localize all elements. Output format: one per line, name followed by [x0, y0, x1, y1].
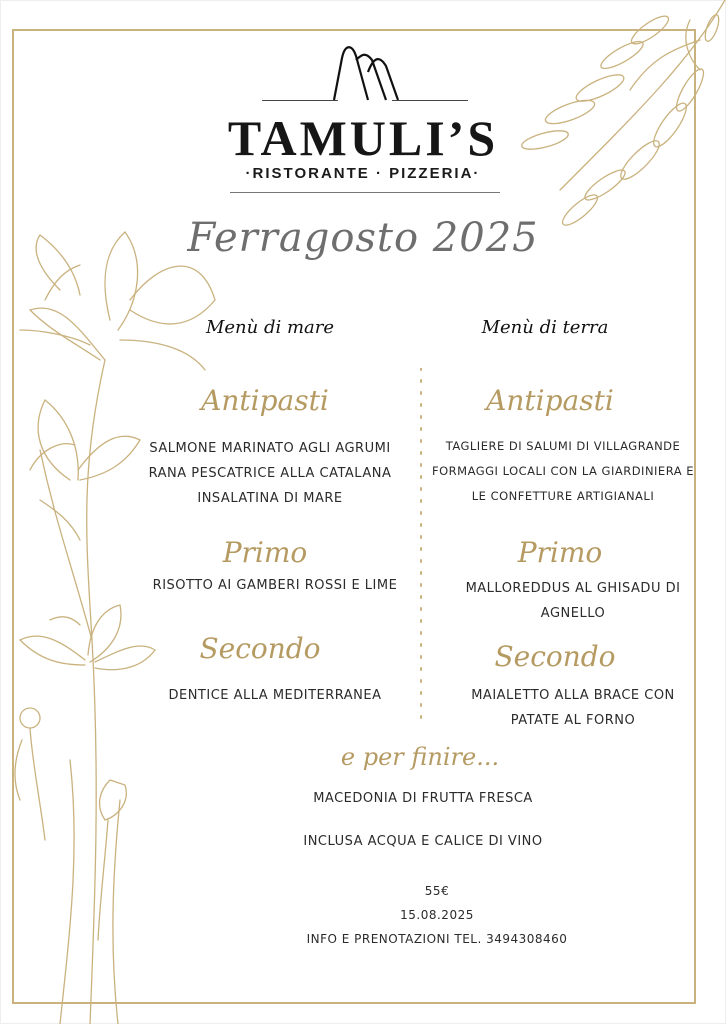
booking-info: INFO E PRENOTAZIONI TEL. 3494308460 [306, 932, 568, 946]
included-note: INCLUSA ACQUA E CALICE DI VINO [303, 834, 543, 849]
event-date: 15.08.2025 [400, 908, 474, 922]
list-item: RISOTTO AI GAMBERI ROSSI E LIME [152, 578, 398, 593]
list-item: TAGLIERE DI SALUMI DI VILLAGRANDE [445, 439, 681, 453]
terra-antipasti-list [420, 434, 706, 509]
event-title: Ferragosto 2025 [187, 215, 539, 261]
mare-antipasti-label: Antipasti [201, 384, 329, 417]
logo-rule-left [262, 100, 338, 101]
brand-underline [230, 192, 500, 193]
brand-name: TAMULI’S [227, 110, 499, 166]
terra-antipasti-label: Antipasti [486, 384, 614, 417]
list-item: LE CONFETTURE ARTIGIANALI [471, 489, 655, 503]
list-item: RANA PESCATRICE ALLA CATALANA [148, 466, 392, 481]
mare-secondo-list [110, 683, 440, 708]
menu-mare-heading: Menù di mare [205, 317, 335, 338]
dessert-item: MACEDONIA DI FRUTTA FRESCA [313, 791, 533, 806]
list-item: MALLOREDDUS AL GHISADU DI [465, 581, 681, 596]
logo-rule-right [392, 100, 468, 101]
mountain-logo-icon [0, 0, 726, 110]
list-item: INSALATINA DI MARE [197, 491, 343, 506]
mare-primo-list [110, 573, 440, 598]
mare-primo-label: Primo [222, 536, 308, 569]
list-item: SALMONE MARINATO AGLI AGRUMI [149, 441, 391, 456]
terra-primo-list [440, 576, 706, 626]
brand-subtitle: ·RISTORANTE · PIZZERIA· [245, 165, 481, 182]
finale-label: e per finire... [340, 743, 500, 771]
terra-secondo-list [440, 683, 706, 733]
terra-primo-label: Primo [517, 536, 603, 569]
mare-antipasti-list [110, 436, 430, 511]
menu-terra-heading: Menù di terra [481, 317, 609, 338]
list-item: AGNELLO [540, 606, 606, 621]
price: 55€ [424, 884, 450, 898]
list-item: MAIALETTO ALLA BRACE CON [471, 688, 675, 703]
column-divider [420, 368, 422, 720]
mare-secondo-label: Secondo [199, 632, 321, 665]
list-item: DENTICE ALLA MEDITERRANEA [168, 688, 382, 703]
list-item: PATATE AL FORNO [510, 713, 636, 728]
terra-secondo-label: Secondo [494, 640, 616, 673]
list-item: FORMAGGI LOCALI CON LA GIARDINIERA E [431, 464, 695, 478]
